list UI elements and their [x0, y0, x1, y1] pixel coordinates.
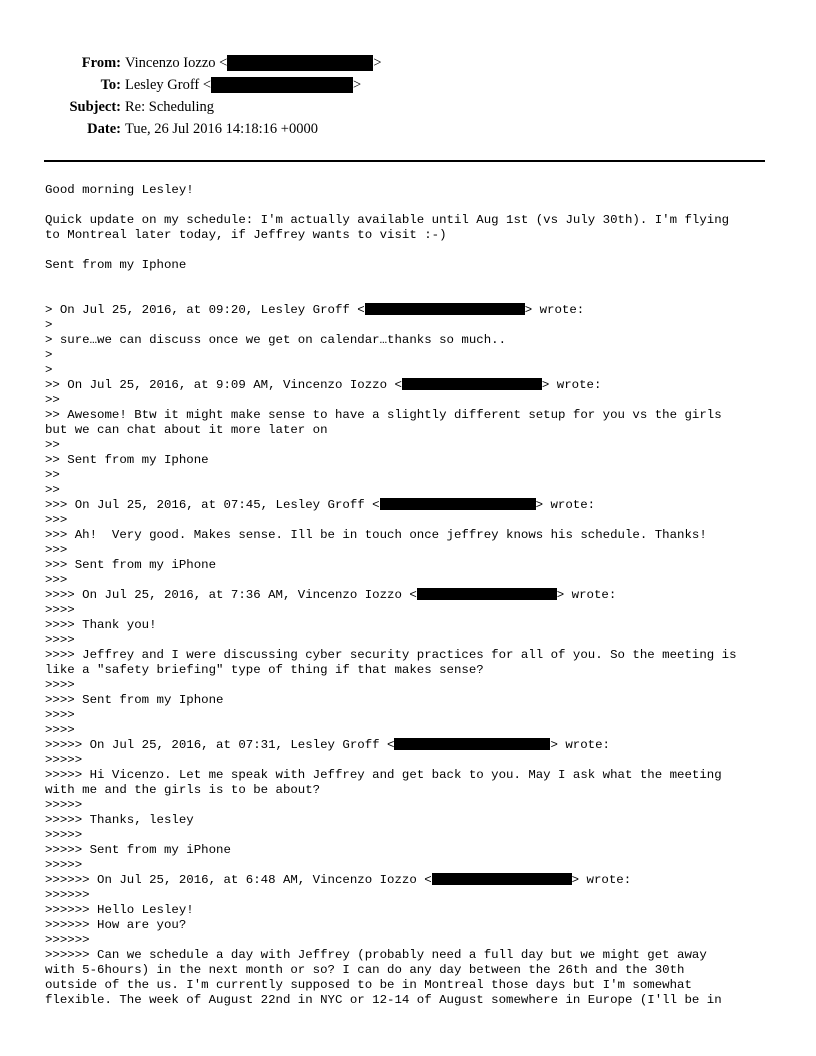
body-line: with 5-6hours) in the next month or so? I can do any day between the 26th and the 30th — [45, 963, 685, 977]
body-line: like a "safety briefing" type of thing if that makes sense? — [45, 663, 484, 677]
redacted-email — [365, 303, 525, 315]
body-line: >>> On Jul 25, 2016, at 07:45, Lesley Groff < > wrote: — [45, 498, 596, 512]
body-line: > — [45, 318, 53, 332]
subject-label: Subject: — [69, 99, 121, 115]
body-line: >>>>>> — [45, 888, 90, 902]
body-line: >>>>> — [45, 753, 83, 767]
body-line: >>>>> Hi Vicenzo. Let me speak with Jeffrey and get back to you. May I ask what the meeting — [45, 768, 722, 782]
date-value: Tue, 26 Jul 2016 14:18:16 +0000 — [125, 121, 318, 137]
body-line: >>>> — [45, 678, 75, 692]
redacted-email — [402, 378, 542, 390]
body-line: >> — [45, 483, 60, 497]
body-line: >>>>>> On Jul 25, 2016, at 6:48 AM, Vincenzo Iozzo < > wrote: — [45, 873, 632, 887]
redacted-email — [380, 498, 536, 510]
body-line: >> — [45, 468, 60, 482]
body-line: >>>>> Sent from my iPhone — [45, 843, 231, 857]
body-line: Quick update on my schedule: I'm actually available until Aug 1st (vs July 30th). I'm flying — [45, 213, 730, 227]
body-line: > — [45, 348, 53, 362]
redacted-email — [227, 55, 373, 71]
body-line: >> — [45, 393, 60, 407]
body-line: >>>>>> Can we schedule a day with Jeffrey (probably need a full day but we might get away — [45, 948, 707, 962]
to-row — [0, 74, 816, 96]
body-line: >>> Sent from my iPhone — [45, 558, 217, 572]
redacted-email — [432, 873, 572, 885]
body-line: >>>> — [45, 633, 75, 647]
body-line: >> On Jul 25, 2016, at 9:09 AM, Vincenzo Iozzo < > wrote: — [45, 378, 602, 392]
from-name: Vincenzo Iozzo — [125, 55, 216, 71]
body-line: >>>>> Thanks, lesley — [45, 813, 194, 827]
body-line: with me and the girls is to be about? — [45, 783, 321, 797]
body-line: Sent from my Iphone — [45, 258, 187, 272]
to-label: To: — [100, 77, 121, 93]
body-line: >>> — [45, 543, 68, 557]
body-line: >> Awesome! Btw it might make sense to have a slightly different setup for you vs the girls — [45, 408, 722, 422]
body-line: >>>> — [45, 723, 75, 737]
body-line: >>>> Thank you! — [45, 618, 157, 632]
redacted-email — [417, 588, 557, 600]
body-line: > On Jul 25, 2016, at 09:20, Lesley Groff < > wrote: — [45, 303, 585, 317]
body-line: >>>>> On Jul 25, 2016, at 07:31, Lesley Groff < > wrote: — [45, 738, 610, 752]
date-row — [0, 118, 816, 140]
email-body — [45, 183, 785, 1008]
body-line: >> — [45, 438, 60, 452]
body-line: >>>>> — [45, 828, 83, 842]
body-line: >>> — [45, 573, 68, 587]
from-row — [0, 52, 816, 74]
body-line: >>>>>> Hello Lesley! — [45, 903, 194, 917]
body-line: Good morning Lesley! — [45, 183, 194, 197]
to-value: Lesley Groff < > — [125, 77, 362, 93]
body-line: but we can chat about it more later on — [45, 423, 328, 437]
redacted-email — [394, 738, 550, 750]
body-line: >>>>>> — [45, 933, 90, 947]
body-line: flexible. The week of August 22nd in NYC or 12-14 of August somewhere in Europe (I'll be in — [45, 993, 722, 1007]
body-line — [45, 288, 785, 303]
from-label: From: — [81, 55, 121, 71]
body-line — [45, 198, 785, 213]
body-line: >>>> Sent from my Iphone — [45, 693, 224, 707]
body-line: >>>>> — [45, 798, 83, 812]
header-divider — [44, 160, 765, 162]
body-line — [45, 243, 785, 258]
email-header — [0, 52, 816, 140]
body-line — [45, 273, 785, 288]
body-line: >>> Ah! Very good. Makes sense. Ill be in touch once jeffrey knows his schedule. Thanks! — [45, 528, 707, 542]
to-name: Lesley Groff — [125, 77, 200, 93]
body-line: >>>> — [45, 603, 75, 617]
body-line: >>>>> — [45, 858, 83, 872]
subject-row — [0, 96, 816, 118]
body-line: >>>> — [45, 708, 75, 722]
body-line: to Montreal later today, if Jeffrey wants to visit :-) — [45, 228, 447, 242]
redacted-email — [211, 77, 353, 93]
body-line: >>> — [45, 513, 68, 527]
body-line: outside of the us. I'm currently supposed to be in Montreal those days but I'm somewhat — [45, 978, 692, 992]
from-value: Vincenzo Iozzo < > — [125, 55, 382, 71]
body-line: >>>> On Jul 25, 2016, at 7:36 AM, Vincenzo Iozzo < > wrote: — [45, 588, 617, 602]
body-line: > — [45, 363, 53, 377]
body-line: >> Sent from my Iphone — [45, 453, 209, 467]
body-line: > sure…we can discuss once we get on calendar…thanks so much.. — [45, 333, 507, 347]
body-line: >>>>>> How are you? — [45, 918, 187, 932]
date-label: Date: — [87, 121, 121, 137]
subject-value: Re: Scheduling — [125, 99, 215, 115]
body-line: >>>> Jeffrey and I were discussing cyber security practices for all of you. So the meeting is — [45, 648, 737, 662]
